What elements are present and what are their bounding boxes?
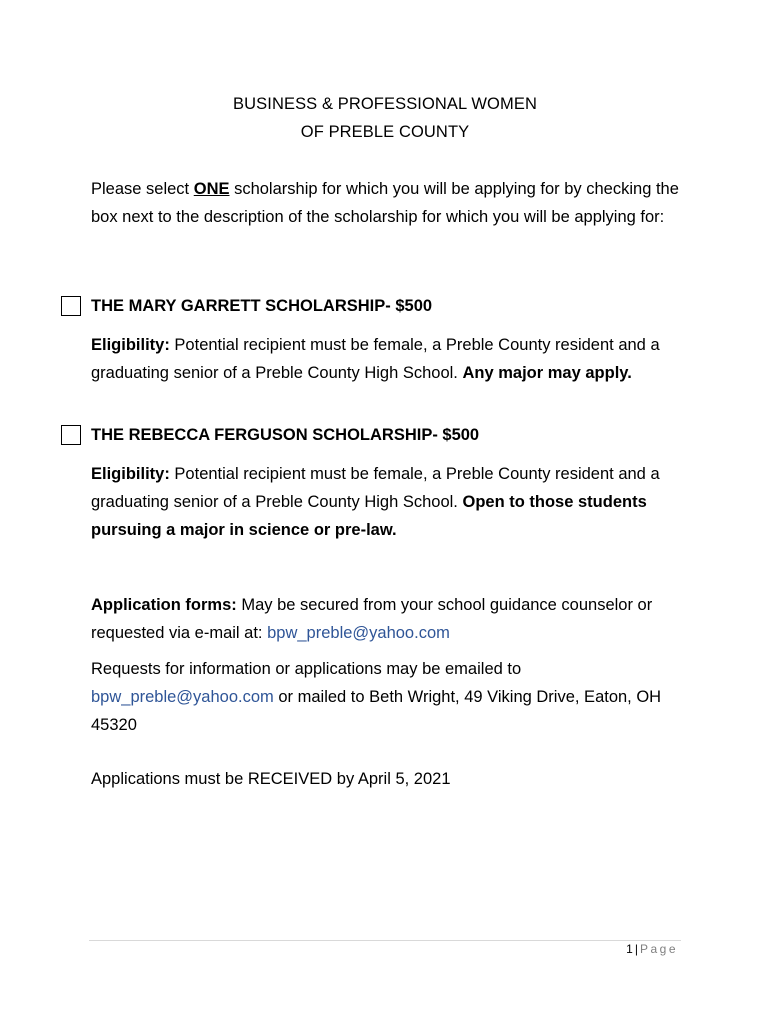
requests-paragraph (91, 655, 691, 739)
rebecca-ferguson-checkbox[interactable] (61, 425, 81, 445)
intro-emphasis: ONE (193, 180, 230, 198)
application-forms-paragraph (91, 591, 691, 647)
application-email-link[interactable]: bpw_preble@yahoo.com (267, 624, 450, 642)
intro-paragraph (91, 175, 691, 231)
mary-garrett-eligibility (91, 331, 691, 387)
eligibility-text: Potential recipient must be female, a Preble County resident and a graduating senior of a Preble County High School. (91, 336, 660, 382)
requests-email-link[interactable]: bpw_preble@yahoo.com (91, 688, 274, 706)
intro-text-before: Please select (91, 180, 194, 198)
deadline-text: Applications must be RECEIVED by April 5, 2021 (91, 770, 451, 788)
page-footer (626, 942, 678, 956)
footer-separator: | (634, 942, 638, 956)
footer-divider (89, 940, 681, 941)
eligibility-label: Eligibility: (91, 336, 170, 354)
rebecca-ferguson-title: THE REBECCA FERGUSON SCHOLARSHIP- $500 (91, 426, 480, 444)
requests-text-before: Requests for information or applications may be emailed to (91, 660, 522, 678)
eligibility-bold-note: Any major may apply. (462, 364, 632, 382)
eligibility-bold-note: Open to those students pursuing a major in science or pre-law. (91, 493, 647, 539)
application-forms-text: May be secured from your school guidance counselor or requested via e-mail at: (91, 596, 653, 642)
eligibility-text: Potential recipient must be female, a Preble County resident and a graduating senior of a Preble County High School. (91, 465, 660, 511)
page-word: Page (639, 942, 678, 956)
mary-garrett-checkbox[interactable] (61, 296, 81, 316)
requests-text-after: or mailed to Beth Wright, 49 Viking Drive, Eaton, OH 45320 (91, 688, 662, 734)
eligibility-label: Eligibility: (91, 465, 170, 483)
rebecca-ferguson-eligibility (91, 460, 691, 544)
application-forms-label: Application forms: (91, 596, 237, 614)
mary-garrett-title: THE MARY GARRETT SCHOLARSHIP- $500 (91, 297, 433, 315)
org-title-line2: OF PREBLE COUNTY (300, 123, 470, 141)
intro-text-after: scholarship for which you will be applying for by checking the box next to the description of the scholarship for which you will be applying for: (91, 180, 679, 226)
page-number: 1 (626, 942, 633, 956)
org-title-line1: BUSINESS & PROFESSIONAL WOMEN (233, 95, 537, 113)
